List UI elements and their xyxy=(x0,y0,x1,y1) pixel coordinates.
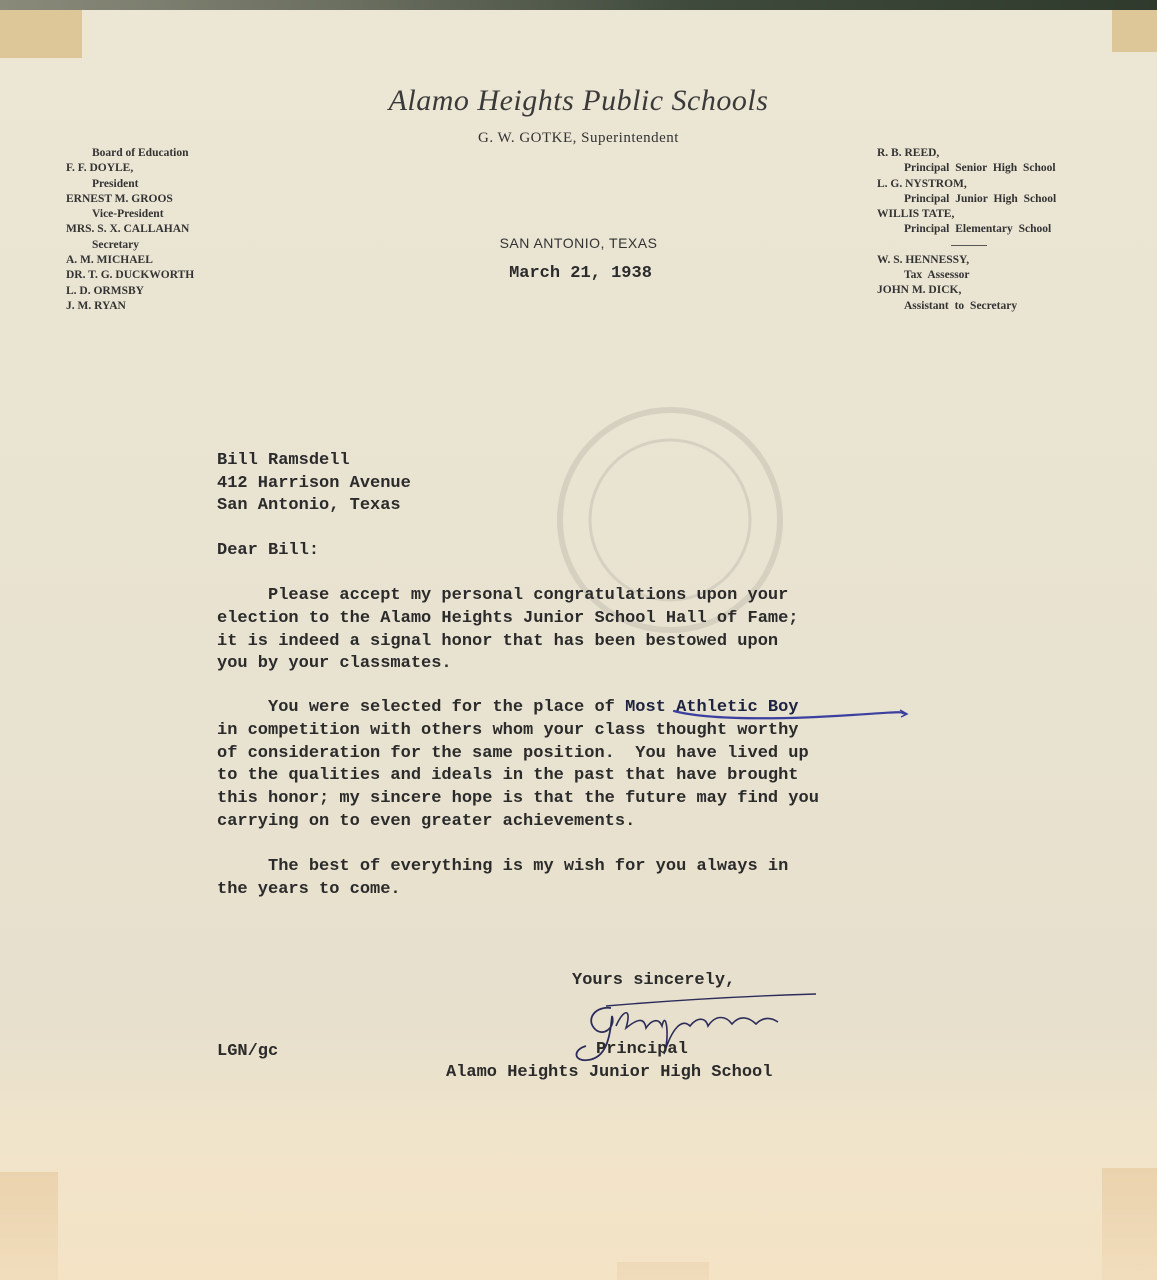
frame-edge xyxy=(0,0,1157,10)
text-line: this honor; my sincere hope is that the future may find you xyxy=(217,789,819,809)
staff-line: Principal Junior High School xyxy=(904,192,1057,205)
board-of-education-list xyxy=(66,146,194,314)
staff-line: Principal Senior High School xyxy=(904,162,1056,175)
award-title: Most Athletic Boy xyxy=(625,698,799,717)
board-member-line: Board of Education xyxy=(92,147,189,159)
salutation: Dear Bill: xyxy=(217,541,320,560)
staff-line: Assistant to Secretary xyxy=(904,299,1018,312)
text-line: it is indeed a signal honor that has been bestowed upon xyxy=(217,631,779,651)
board-member-line: Vice-President xyxy=(92,208,164,221)
tape-mark xyxy=(1112,10,1157,52)
divider xyxy=(951,245,987,246)
staff-line: Tax Assessor xyxy=(904,269,970,282)
school-name: Alamo Heights Public Schools xyxy=(388,84,769,117)
signature-title: Principal xyxy=(596,1040,688,1059)
staff-list xyxy=(877,146,1056,314)
board-member-line: A. M. MICHAEL xyxy=(66,254,153,267)
staff-line: JOHN M. DICK, xyxy=(877,284,962,297)
superintendent: G. W. GOTKE, Superintendent xyxy=(478,130,679,146)
board-member-line: DR. T. G. DUCKWORTH xyxy=(66,269,195,282)
text-line: of consideration for the same position. You have lived up xyxy=(217,743,809,763)
paragraph-1 xyxy=(217,585,799,676)
board-member-line: President xyxy=(92,177,139,190)
paragraph-3 xyxy=(217,856,788,902)
board-member-line: L. D. ORMSBY xyxy=(66,284,144,297)
address-line: Bill Ramsdell xyxy=(217,451,350,470)
paragraph-2-prefix: You were selected for the place of xyxy=(217,698,626,717)
pen-underline xyxy=(672,705,912,725)
text-line: The best of everything is my wish for you always in xyxy=(217,857,789,876)
closing: Yours sincerely, xyxy=(572,971,736,990)
signature-school: Alamo Heights Junior High School xyxy=(446,1063,773,1082)
text-line: you by your classmates. xyxy=(217,654,452,674)
staff-line: W. S. HENNESSY, xyxy=(877,253,970,266)
letter-date: March 21, 1938 xyxy=(509,264,652,283)
address-line: San Antonio, Texas xyxy=(217,496,401,515)
typist-initials: LGN/gc xyxy=(217,1042,279,1061)
letterhead-location: SAN ANTONIO, TEXAS xyxy=(499,235,658,251)
board-member-line: J. M. RYAN xyxy=(66,299,126,312)
text-line: Please accept my personal congratulations upon your xyxy=(217,586,789,605)
recipient-address xyxy=(217,450,411,518)
text-line: carrying on to even greater achievements. xyxy=(217,811,636,831)
text-line: the years to come. xyxy=(217,879,401,899)
board-member-line: F. F. DOYLE, xyxy=(66,162,134,175)
text-line: in competition with others whom your class thought worthy xyxy=(217,720,799,740)
board-member-line: MRS. S. X. CALLAHAN xyxy=(66,223,190,236)
staff-line: R. B. REED, xyxy=(877,147,940,159)
tape-mark xyxy=(0,10,82,58)
text-line: election to the Alamo Heights Junior School Hall of Fame; xyxy=(217,608,799,628)
text-line: to the qualities and ideals in the past that have brought xyxy=(217,766,799,786)
staff-line: Principal Elementary School xyxy=(904,223,1052,236)
staff-line: WILLIS TATE, xyxy=(877,208,955,221)
address-line: 412 Harrison Avenue xyxy=(217,473,411,493)
board-member-line: ERNEST M. GROOS xyxy=(66,192,173,205)
board-member-line: Secretary xyxy=(92,238,140,251)
staff-line: L. G. NYSTROM, xyxy=(877,177,967,190)
paper-discoloration xyxy=(0,1090,1157,1280)
